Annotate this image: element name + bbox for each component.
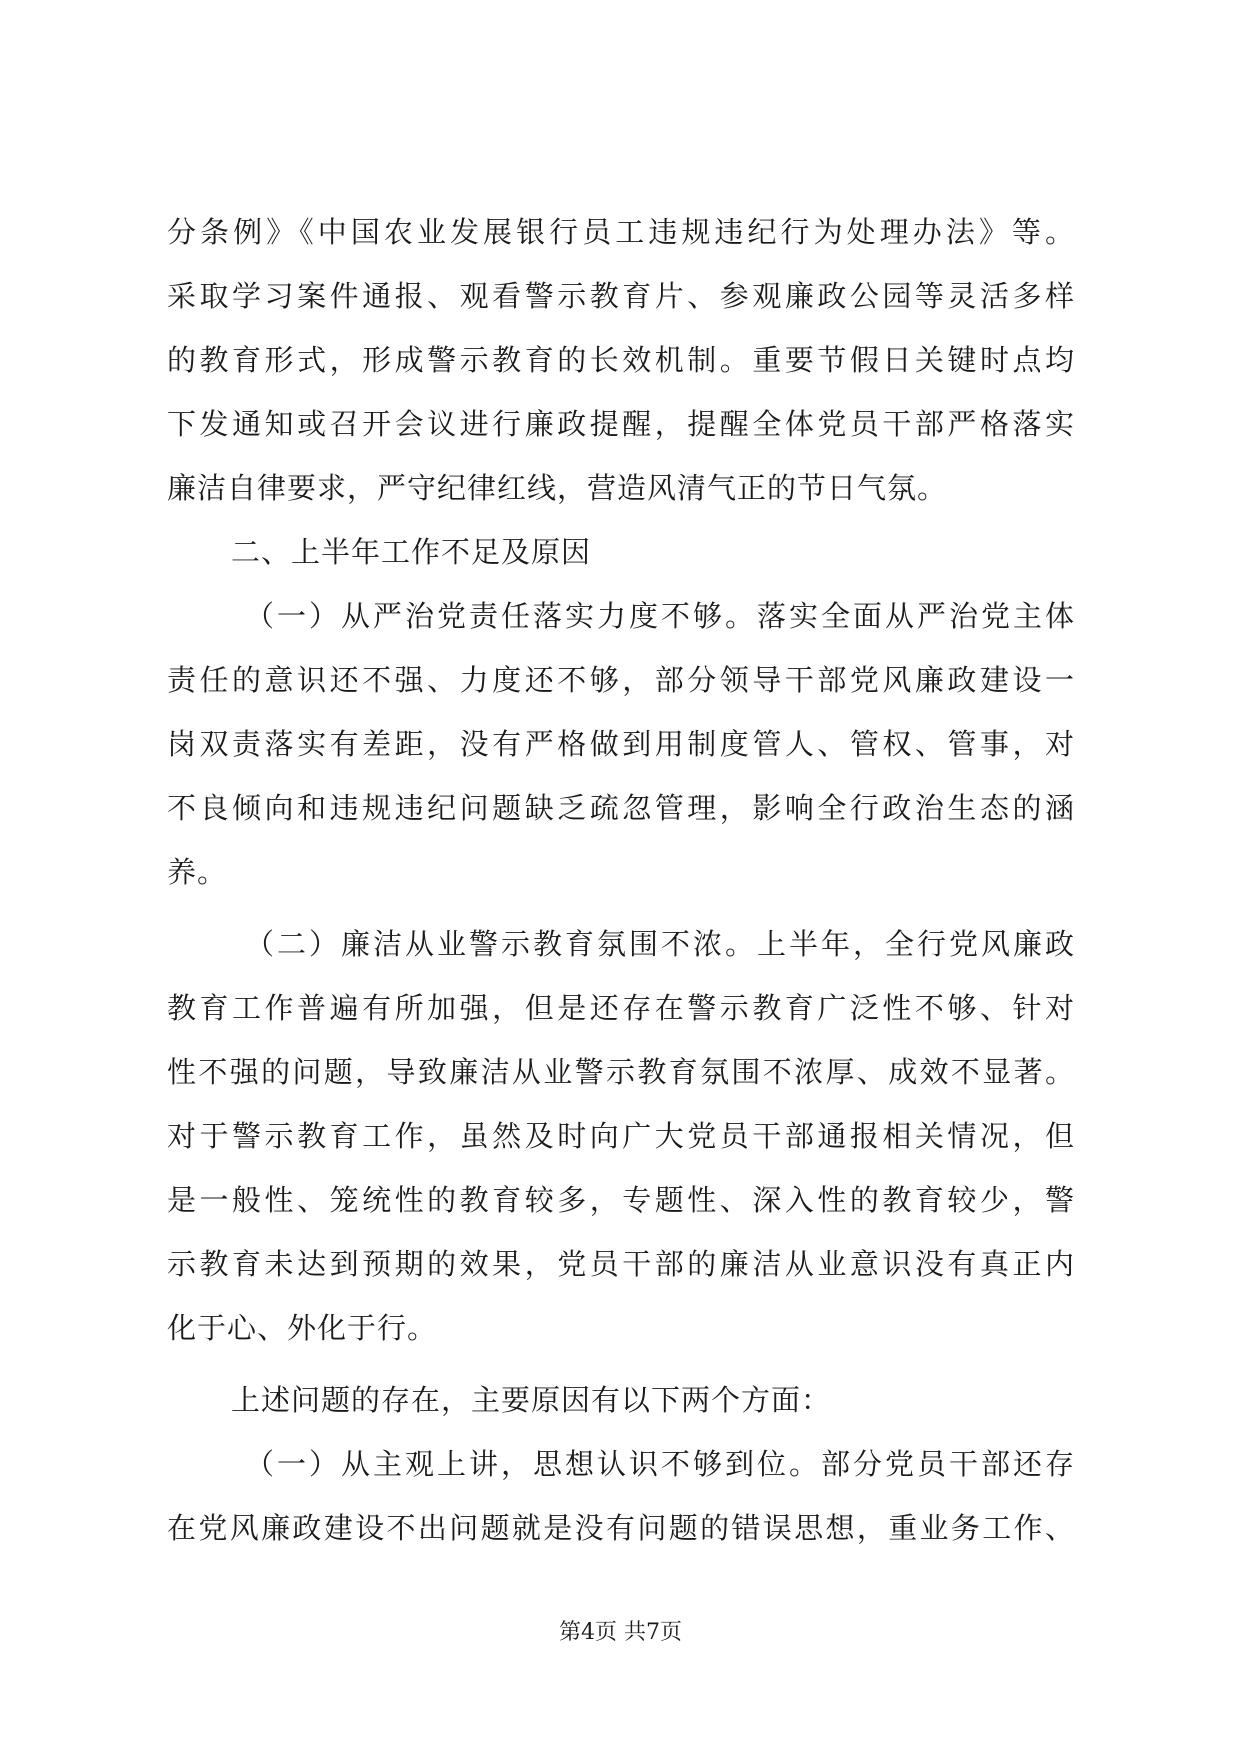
text-line: 岗双责落实有差距，没有严格做到用制度管人、管权、管事，对 <box>167 727 1075 761</box>
text-line: 养。 <box>167 855 228 889</box>
text-line: 示教育未达到预期的效果，党员干部的廉洁从业意识没有真正内 <box>167 1247 1075 1281</box>
text-line: 分条例》《中国农业发展银行员工违规违纪行为处理办法》等。 <box>167 215 1075 249</box>
paragraph-gap <box>167 1360 1075 1368</box>
text-line: 不良倾向和违规违纪问题缺乏疏忽管理，影响全行政治生态的涵 <box>167 791 1075 825</box>
text-line: 在党风廉政建设不出问题就是没有问题的错误思想，重业务工作、 <box>167 1511 1075 1545</box>
text-line: 下发通知或召开会议进行廉政提醒，提醒全体党员干部严格落实 <box>167 407 1075 441</box>
text-line: 责任的意识还不强、力度还不够，部分领导干部党风廉政建设一 <box>167 663 1075 697</box>
page-footer: 第4页 共7页 <box>559 1620 682 1645</box>
text-line: 是一般性、笼统性的教育较多，专题性、深入性的教育较少，警 <box>167 1183 1075 1217</box>
text-line: 廉洁自律要求，严守纪律红线，营造风清气正的节日气氛。 <box>167 471 948 505</box>
text-line: 上述问题的存在，主要原因有以下两个方面： <box>231 1383 832 1417</box>
text-line: （二）廉洁从业警示教育氛围不浓。上半年，全行党风廉政 <box>245 927 1075 961</box>
text-line: 性不强的问题，导致廉洁从业警示教育氛围不浓厚、成效不显著。 <box>167 1055 1075 1089</box>
text-line: 采取学习案件通报、观看警示教育片、参观廉政公园等灵活多样 <box>167 279 1075 313</box>
text-line: 教育工作普遍有所加强，但是还存在警示教育广泛性不够、针对 <box>167 991 1075 1025</box>
section-heading: 二、上半年工作不足及原因 <box>231 535 592 569</box>
text-line: （一）从主观上讲，思想认识不够到位。部分党员干部还存 <box>245 1447 1075 1481</box>
text-line: 化于心、外化于行。 <box>167 1311 438 1345</box>
body-text <box>167 200 1075 1560</box>
paragraph-gap <box>167 904 1075 912</box>
text-line: 对于警示教育工作，虽然及时向广大党员干部通报相关情况，但 <box>167 1119 1075 1153</box>
text-line: 的教育形式，形成警示教育的长效机制。重要节假日关键时点均 <box>167 343 1075 377</box>
text-line: （一）从严治党责任落实力度不够。落实全面从严治党主体 <box>245 599 1075 633</box>
